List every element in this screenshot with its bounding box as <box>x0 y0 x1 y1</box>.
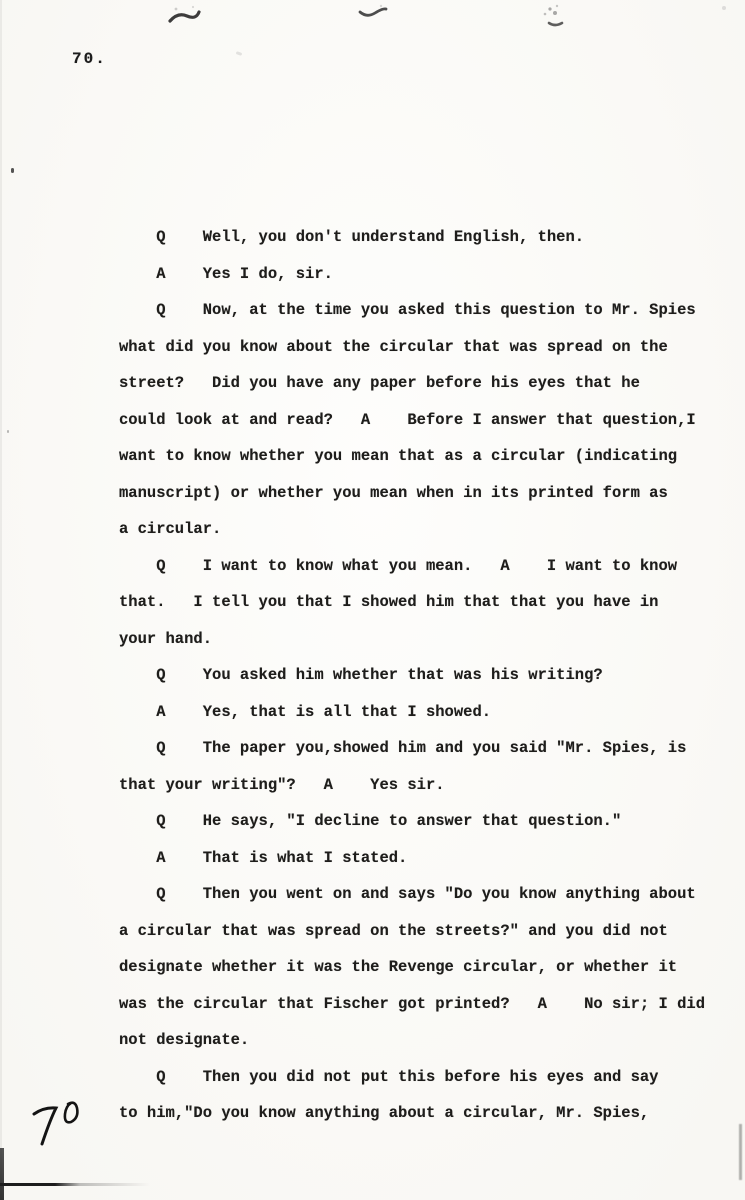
transcript-line: want to know whether you mean that as a circular (indicating <box>119 447 678 465</box>
transcript-line: Q Now, at the time you asked this question to Mr. Spies <box>119 301 696 319</box>
transcript-line: not designate. <box>119 1031 250 1049</box>
transcript-line: a circular. <box>119 520 222 538</box>
handwritten-page-number <box>24 1092 104 1162</box>
transcript-line: Q Well, you don't understand English, then. <box>119 228 585 246</box>
transcript-line: A Yes I do, sir. <box>119 264 333 283</box>
transcript-line: Q Then you went on and says "Do you know anything about <box>119 885 696 903</box>
ink-smudge <box>166 3 204 34</box>
page-number: 70. <box>72 50 107 68</box>
transcript-line: to him,"Do you know anything about a circular, Mr. Spies, <box>119 1104 650 1122</box>
ink-speck <box>722 6 726 10</box>
ink-speck <box>7 430 9 433</box>
transcript-line: Q Then you did not put this before his eyes and say <box>119 1067 659 1086</box>
transcript <box>119 219 729 1132</box>
ink-smudge <box>356 1 390 30</box>
transcript-line: designate whether it was the Revenge circular, or whether it <box>119 958 678 976</box>
transcript-line: manuscript) or whether you mean when in its printed form as <box>119 483 668 502</box>
transcript-line: street? Did you have any paper before his eyes that he <box>119 374 640 392</box>
scan-artifact-bar <box>0 1148 4 1200</box>
ink-smudge <box>536 1 570 36</box>
transcript-line: that your writing"? A Yes sir. <box>119 775 445 794</box>
ink-speck <box>11 168 14 173</box>
transcript-line: Q You asked him whether that was his writing? <box>119 666 603 684</box>
transcript-line: that. I tell you that I showed him that that you have in <box>119 593 659 611</box>
scan-artifact-dash <box>739 1124 742 1180</box>
transcript-line: your hand. <box>119 629 213 648</box>
transcript-line: Q He says, "I decline to answer that question." <box>119 812 622 830</box>
transcript-line: Q I want to know what you mean. A I want to know <box>119 556 678 575</box>
transcript-line: a circular that was spread on the streets?" and you did not <box>119 921 668 940</box>
transcript-line: was the circular that Fischer got printed? A No sir; I did <box>119 994 705 1013</box>
transcript-line: A Yes, that is all that I showed. <box>119 702 492 721</box>
transcript-line: what did you know about the circular that was spread on the <box>119 337 668 356</box>
transcript-line: Q The paper you,showed him and you said "Mr. Spies, is <box>119 739 687 757</box>
transcript-line: could look at and read? A Before I answer that question,I <box>119 410 696 429</box>
transcript-line: A That is what I stated. <box>119 848 408 867</box>
scan-artifact-line <box>0 1183 150 1186</box>
scan-edge-line <box>0 0 2 1200</box>
